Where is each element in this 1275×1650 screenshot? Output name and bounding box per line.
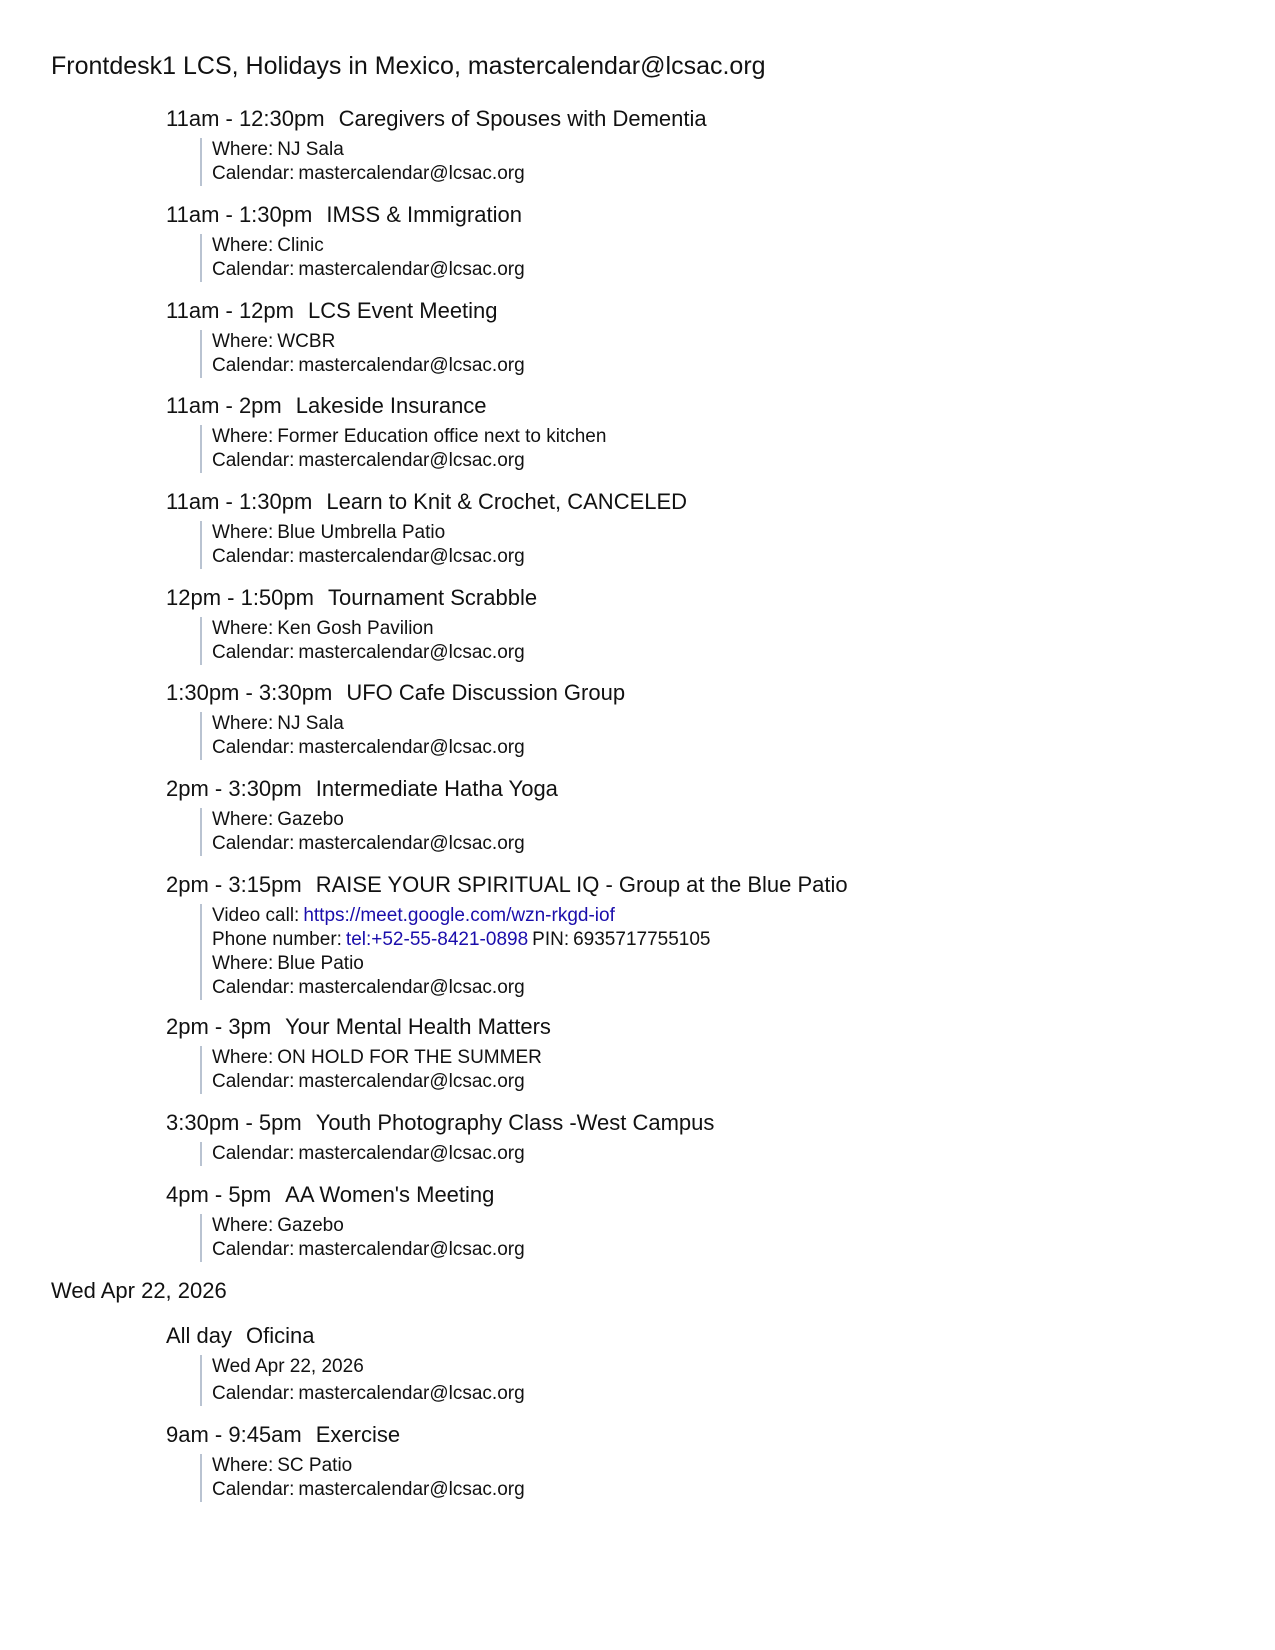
- where-value: Gazebo: [277, 809, 344, 830]
- calendar-row: [212, 832, 1166, 856]
- where-row: [212, 425, 1166, 449]
- event-item: [166, 392, 1166, 473]
- event-item: [166, 1421, 1166, 1502]
- calendar-label: Calendar:: [212, 737, 295, 758]
- event-item: [166, 1109, 1166, 1166]
- calendar-label: Calendar:: [212, 546, 295, 567]
- calendar-row: [212, 1142, 1166, 1166]
- calendar-label: Calendar:: [212, 355, 295, 376]
- calendar-value: mastercalendar@lcsac.org: [298, 1143, 525, 1164]
- calendar-label: Calendar:: [212, 1239, 295, 1260]
- event-details: [200, 138, 1166, 186]
- calendar-row: [212, 449, 1166, 473]
- calendar-value: mastercalendar@lcsac.org: [298, 355, 525, 376]
- where-value: Blue Patio: [277, 953, 364, 974]
- event-title: Oficina: [246, 1323, 315, 1348]
- event-details: [200, 808, 1166, 856]
- event-heading: [166, 775, 1166, 803]
- video-call-label: Video call:: [212, 905, 300, 926]
- calendar-value: mastercalendar@lcsac.org: [298, 1383, 525, 1404]
- calendar-row: [212, 1238, 1166, 1262]
- calendar-row: [212, 258, 1166, 282]
- calendar-value: mastercalendar@lcsac.org: [298, 642, 525, 663]
- event-time: 9am - 9:45am: [166, 1422, 302, 1447]
- where-label: Where:: [212, 713, 274, 734]
- event-details: [200, 521, 1166, 569]
- event-title: Intermediate Hatha Yoga: [315, 776, 558, 801]
- event-heading: [166, 871, 1166, 899]
- event-title: Your Mental Health Matters: [285, 1014, 551, 1039]
- where-row: [212, 952, 1166, 976]
- calendar-row: [212, 1070, 1166, 1094]
- calendar-row: [212, 1478, 1166, 1502]
- calendar-value: mastercalendar@lcsac.org: [298, 1239, 525, 1260]
- where-label: Where:: [212, 1047, 274, 1068]
- event-item: [166, 1013, 1166, 1094]
- calendar-label: Calendar:: [212, 163, 295, 184]
- pin-value: 6935717755105: [573, 929, 711, 950]
- where-value: WCBR: [277, 331, 336, 352]
- event-title: AA Women's Meeting: [285, 1182, 495, 1207]
- event-details: [200, 1355, 1166, 1406]
- calendar-value: mastercalendar@lcsac.org: [298, 1479, 525, 1500]
- where-row: [212, 1454, 1166, 1478]
- where-value: SC Patio: [277, 1455, 353, 1476]
- where-value: NJ Sala: [277, 713, 344, 734]
- phone-label: Phone number:: [212, 929, 342, 950]
- where-value: ON HOLD FOR THE SUMMER: [277, 1047, 542, 1068]
- pin-label: PIN:: [532, 929, 570, 950]
- where-label: Where:: [212, 953, 274, 974]
- event-title: UFO Cafe Discussion Group: [346, 680, 626, 705]
- event-title: Youth Photography Class -West Campus: [315, 1110, 715, 1135]
- event-heading: [166, 1109, 1166, 1137]
- event-details: [200, 425, 1166, 473]
- event-details: [200, 1142, 1166, 1166]
- event-item: [166, 105, 1166, 186]
- event-time: 11am - 2pm: [166, 393, 282, 418]
- calendar-label: Calendar:: [212, 1143, 295, 1164]
- page-title: Frontdesk1 LCS, Holidays in Mexico, mastercalendar@lcsac.org: [51, 52, 766, 80]
- where-value: Ken Gosh Pavilion: [277, 618, 434, 639]
- date-value: Wed Apr 22, 2026: [212, 1356, 364, 1377]
- calendar-label: Calendar:: [212, 1071, 295, 1092]
- event-details: [200, 1214, 1166, 1262]
- where-label: Where:: [212, 1215, 274, 1236]
- event-title: Caregivers of Spouses with Dementia: [338, 106, 707, 131]
- event-time: 11am - 12:30pm: [166, 106, 325, 131]
- where-row: [212, 808, 1166, 832]
- event-item: [166, 1322, 1166, 1406]
- event-item: [166, 201, 1166, 282]
- calendar-value: mastercalendar@lcsac.org: [298, 1071, 525, 1092]
- event-title: LCS Event Meeting: [307, 298, 498, 323]
- where-row: [212, 1046, 1166, 1070]
- event-time: 3:30pm - 5pm: [166, 1110, 302, 1135]
- calendar-label: Calendar:: [212, 450, 295, 471]
- event-time: 2pm - 3:30pm: [166, 776, 302, 801]
- where-value: Blue Umbrella Patio: [277, 522, 446, 543]
- event-heading: [166, 392, 1166, 420]
- date-row: [212, 1355, 1166, 1379]
- event-heading: [166, 297, 1166, 325]
- calendar-row: [212, 545, 1166, 569]
- event-details: [200, 712, 1166, 760]
- event-time: 11am - 1:30pm: [166, 489, 313, 514]
- where-row: [212, 234, 1166, 258]
- where-row: [212, 330, 1166, 354]
- calendar-label: Calendar:: [212, 1479, 295, 1500]
- event-details: [200, 617, 1166, 665]
- event-details: [200, 330, 1166, 378]
- event-title: Learn to Knit & Crochet, CANCELED: [326, 489, 688, 514]
- where-label: Where:: [212, 426, 274, 447]
- calendar-label: Calendar:: [212, 259, 295, 280]
- event-time: 11am - 12pm: [166, 298, 294, 323]
- where-label: Where:: [212, 809, 274, 830]
- event-details: [200, 234, 1166, 282]
- calendar-label: Calendar:: [212, 1383, 295, 1404]
- calendar-value: mastercalendar@lcsac.org: [298, 163, 525, 184]
- where-label: Where:: [212, 139, 274, 160]
- event-title: IMSS & Immigration: [326, 202, 522, 227]
- event-heading: [166, 584, 1166, 612]
- calendar-value: mastercalendar@lcsac.org: [298, 259, 525, 280]
- video-call-link[interactable]: https://meet.google.com/wzn-rkgd-iof: [303, 905, 615, 926]
- event-heading: [166, 1322, 1166, 1350]
- event-heading: [166, 1421, 1166, 1449]
- event-heading: [166, 488, 1166, 516]
- where-value: Former Education office next to kitchen: [277, 426, 607, 447]
- event-details: [200, 1046, 1166, 1094]
- event-time: 2pm - 3pm: [166, 1014, 272, 1039]
- where-row: [212, 138, 1166, 162]
- where-label: Where:: [212, 1455, 274, 1476]
- calendar-label: Calendar:: [212, 642, 295, 663]
- date-heading: Wed Apr 22, 2026: [51, 1278, 227, 1303]
- calendar-row: [212, 162, 1166, 186]
- where-row: [212, 1214, 1166, 1238]
- where-row: [212, 617, 1166, 641]
- event-item: [166, 1181, 1166, 1262]
- video-call-row: [212, 904, 1166, 928]
- phone-row: [212, 928, 1166, 952]
- event-time: 11am - 1:30pm: [166, 202, 313, 227]
- phone-link[interactable]: tel:+52-55-8421-0898: [345, 929, 529, 950]
- event-heading: [166, 105, 1166, 133]
- event-item: [166, 488, 1166, 569]
- event-title: Exercise: [315, 1422, 401, 1447]
- event-item: [166, 871, 1166, 1000]
- calendar-row: [212, 976, 1166, 1000]
- calendar-row: [212, 354, 1166, 378]
- event-title: Lakeside Insurance: [295, 393, 487, 418]
- calendar-value: mastercalendar@lcsac.org: [298, 546, 525, 567]
- where-row: [212, 712, 1166, 736]
- where-label: Where:: [212, 618, 274, 639]
- event-item: [166, 775, 1166, 856]
- event-details: [200, 904, 1166, 1000]
- where-label: Where:: [212, 522, 274, 543]
- event-title: RAISE YOUR SPIRITUAL IQ - Group at the Blue Patio: [315, 872, 848, 897]
- event-time: 12pm - 1:50pm: [166, 585, 314, 610]
- event-time: 1:30pm - 3:30pm: [166, 680, 333, 705]
- calendar-value: mastercalendar@lcsac.org: [298, 737, 525, 758]
- event-item: [166, 584, 1166, 665]
- where-value: Clinic: [277, 235, 324, 256]
- calendar-row: [212, 1382, 1166, 1406]
- where-label: Where:: [212, 235, 274, 256]
- where-row: [212, 521, 1166, 545]
- calendar-label: Calendar:: [212, 977, 295, 998]
- event-heading: [166, 1013, 1166, 1041]
- calendar-value: mastercalendar@lcsac.org: [298, 450, 525, 471]
- calendar-value: mastercalendar@lcsac.org: [298, 977, 525, 998]
- calendar-value: mastercalendar@lcsac.org: [298, 833, 525, 854]
- event-item: [166, 679, 1166, 760]
- event-item: [166, 297, 1166, 378]
- calendar-row: [212, 736, 1166, 760]
- where-label: Where:: [212, 331, 274, 352]
- where-value: Gazebo: [277, 1215, 344, 1236]
- calendar-row: [212, 641, 1166, 665]
- event-time: 4pm - 5pm: [166, 1182, 272, 1207]
- event-time: 2pm - 3:15pm: [166, 872, 302, 897]
- event-heading: [166, 679, 1166, 707]
- calendar-label: Calendar:: [212, 833, 295, 854]
- event-heading: [166, 1181, 1166, 1209]
- event-title: Tournament Scrabble: [327, 585, 538, 610]
- event-heading: [166, 201, 1166, 229]
- event-time: All day: [166, 1323, 233, 1348]
- event-details: [200, 1454, 1166, 1502]
- where-value: NJ Sala: [277, 139, 344, 160]
